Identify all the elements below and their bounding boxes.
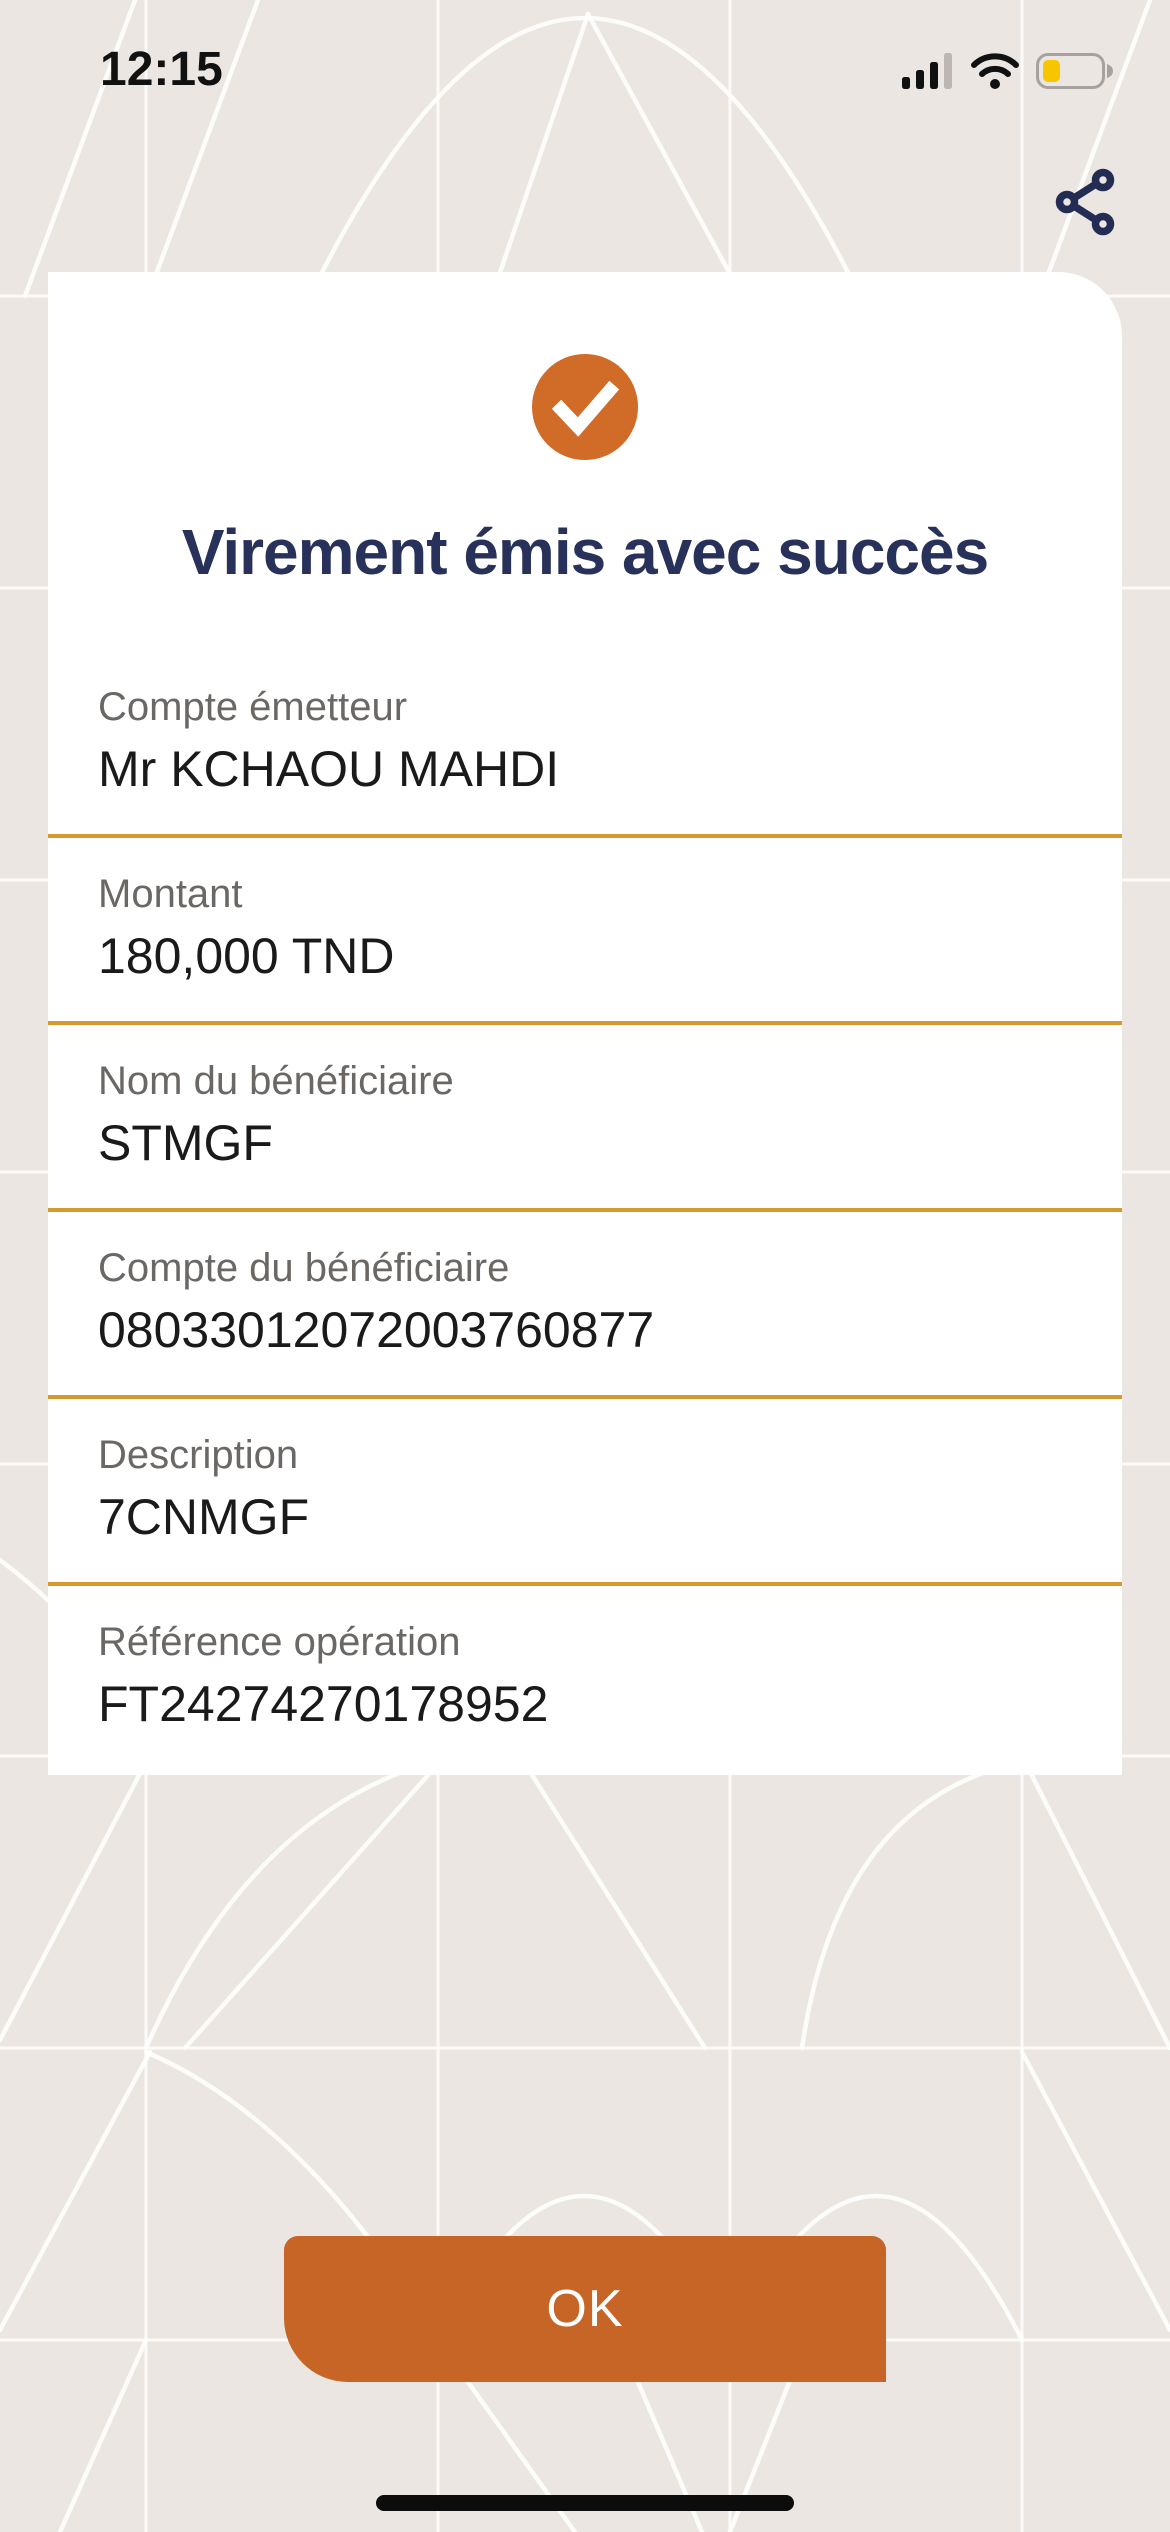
field-amount xyxy=(48,838,1122,1025)
share-button[interactable] xyxy=(1052,166,1120,240)
field-beneficiary-name xyxy=(48,1025,1122,1212)
field-label: Nom du bénéficiaire xyxy=(98,1058,454,1103)
field-operation-reference xyxy=(48,1586,1122,1769)
field-label: Description xyxy=(98,1432,299,1477)
field-description xyxy=(48,1399,1122,1586)
status-bar xyxy=(902,52,1114,90)
battery-icon xyxy=(1036,53,1114,89)
field-value: FT24274270178952 xyxy=(98,1675,549,1732)
field-value: 08033012072003760877 xyxy=(98,1301,655,1358)
signal-icon xyxy=(902,52,954,90)
checkmark-icon xyxy=(532,354,638,460)
home-indicator[interactable] xyxy=(376,2495,794,2511)
success-badge xyxy=(532,354,638,460)
wifi-icon xyxy=(970,52,1020,90)
field-value: 180,000 TND xyxy=(98,927,395,984)
field-value: STMGF xyxy=(98,1114,273,1171)
ok-button[interactable]: OK xyxy=(284,2236,886,2382)
status-time: 12:15 xyxy=(100,43,223,96)
field-value: Mr KCHAOU MAHDI xyxy=(98,740,560,797)
field-beneficiary-account xyxy=(48,1212,1122,1399)
transfer-success-card xyxy=(48,272,1122,1775)
field-value: 7CNMGF xyxy=(98,1488,310,1545)
share-icon xyxy=(1054,167,1118,237)
field-label: Compte du bénéficiaire xyxy=(98,1245,510,1290)
page-title: Virement émis avec succès xyxy=(181,516,989,588)
field-label: Montant xyxy=(98,871,243,916)
field-list xyxy=(48,651,1122,1769)
field-label: Compte émetteur xyxy=(98,684,408,729)
field-label: Référence opération xyxy=(98,1619,461,1664)
field-sender-account xyxy=(48,651,1122,838)
